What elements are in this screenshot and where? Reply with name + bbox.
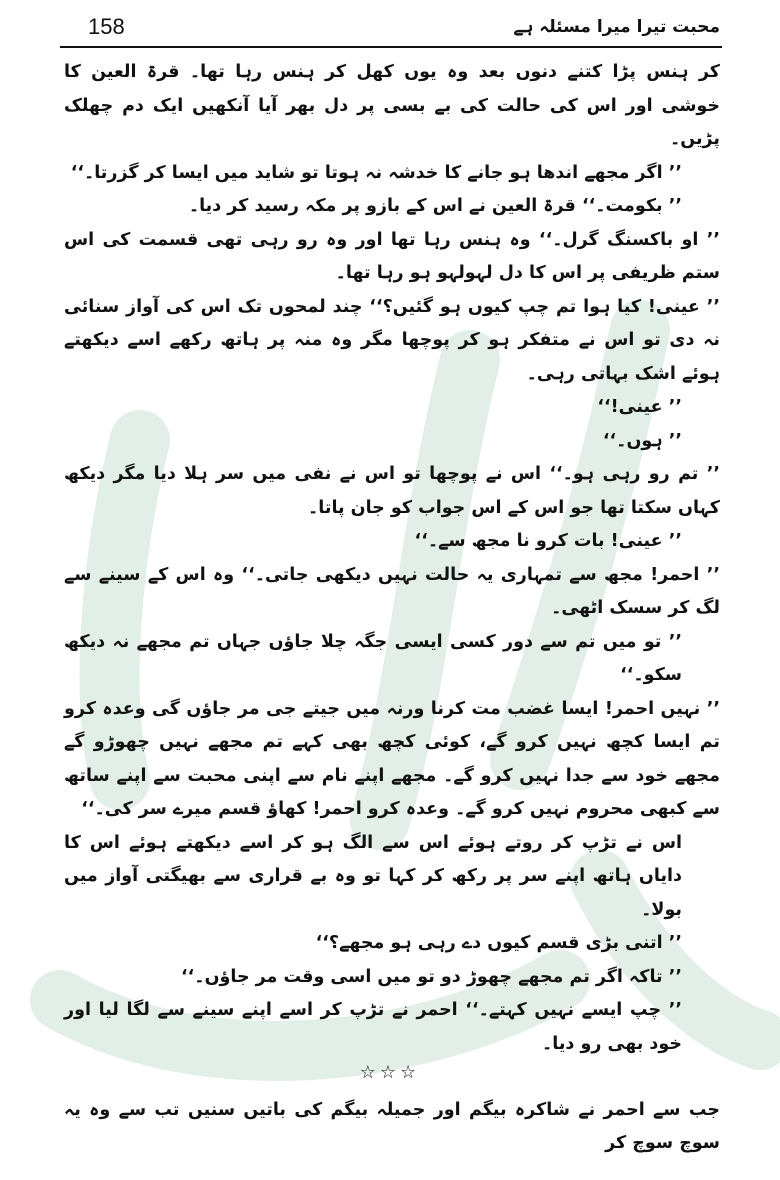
paragraph: ’’ اتنی بڑی قسم کیوں دے رہی ہو مجھے؟‘‘ (315, 933, 682, 953)
body-text (64, 56, 720, 1061)
closing-line: جب سے احمر نے شاکرہ بیگم اور جمیلہ بیگم کی باتیں سنیں تب سے وہ یہ سوچ سوچ کر (64, 1100, 720, 1153)
paragraph: ’’ ہوں۔‘‘ (602, 430, 682, 451)
paragraph: ’’ تو میں تم سے دور کسی ایسی جگہ چلا جاؤں جہاں تم مجھے نہ دیکھ سکو۔‘‘ (64, 631, 682, 685)
section-separator: ☆☆☆ (359, 1062, 421, 1083)
paragraph: ’’ تم رو رہی ہو۔‘‘ اس نے پوچھا تو اس نے نفی میں سر ہلا دیا مگر دیکھ کہاں سکتا تھا جو اس کے اس جواب کو جان پاتا۔ (64, 464, 720, 518)
paragraph: ’’ نہیں احمر! ایسا غضب مت کرنا ورنہ میں جیتے جی مر جاؤں گی وعدہ کرو تم ایسا کچھ نہیں کرو گے، کوئی کچھ بھی کہے تم مجھے نہیں چھوڑو گے مجھے خود سے جدا نہیں کرو گے۔ مجھے اپنے نام سے اپنی محبت سے اپنے ساتھ سے کبھی محروم نہیں کرو گے۔ وعدہ کرو احمر! کھاؤ قسم میرے سر کی۔‘‘ (64, 698, 720, 819)
paragraph: ’’ تاکہ اگر تم مجھے چھوڑ دو تو میں اسی وقت مر جاؤں۔‘‘ (181, 966, 682, 987)
paragraph: ’’ عینی! کیا ہوا تم چپ کیوں ہو گئیں؟‘‘ چند لمحوں تک اس کی آواز سنائی نہ دی تو اس نے متفکر ہو کر پوچھا مگر وہ منہ پر ہاتھ رکھے اسے دیکھتے ہوئے اشک بہاتی رہی۔ (64, 296, 720, 384)
paragraph: ’’ بکومت۔‘‘ قرۃ العین نے اس کے بازو پر مکہ رسید کر دیا۔ (188, 196, 682, 216)
page-number: 158 (88, 14, 125, 39)
paragraph: ’’ او باکسنگ گرل۔‘‘ وہ ہنس رہا تھا اور وہ رو رہی تھی قسمت کی اس ستم ظریفی پر اس کا دل لہولہو ہو رہا تھا۔ (64, 229, 720, 283)
header-rule (60, 46, 722, 48)
running-title: محبت تیرا میرا مسئلہ ہے (513, 17, 720, 37)
paragraph: ’’ چپ ایسے نہیں کہتے۔‘‘ احمر نے تڑپ کر اسے اپنے سینے سے لگا لیا اور خود بھی رو دیا۔ (64, 1000, 682, 1054)
paragraph: ’’ احمر! مجھ سے تمہاری یہ حالت نہیں دیکھی جاتی۔‘‘ وہ اس کے سینے سے لگ کر سسک اٹھی۔ (64, 564, 720, 618)
paragraph: کر ہنس پڑا کتنے دنوں بعد وہ یوں کھل کر ہنس رہا تھا۔ قرۃ العین کا خوشی اور اس کی حالت کی بے بسی پر دل بھر آیا آنکھیں ایک دم چھلک پڑیں۔ (64, 62, 720, 149)
page-header (60, 10, 720, 44)
paragraph: اس نے تڑپ کر روتے ہوئے اس سے الگ ہو کر اسے دیکھتے ہوئے اس کا دایاں ہاتھ اپنے سر پر رکھ کر کہا تو وہ بے قراری سے بھیگتی آواز میں بولا۔ (64, 832, 682, 920)
paragraph: ’’ عینی! بات کرو نا مجھ سے۔‘‘ (414, 531, 682, 551)
paragraph: ’’ عینی!‘‘ (597, 397, 682, 417)
paragraph: ’’ اگر مجھے اندھا ہو جانے کا خدشہ نہ ہوتا تو شاید میں ایسا کر گزرتا۔‘‘ (70, 162, 682, 183)
